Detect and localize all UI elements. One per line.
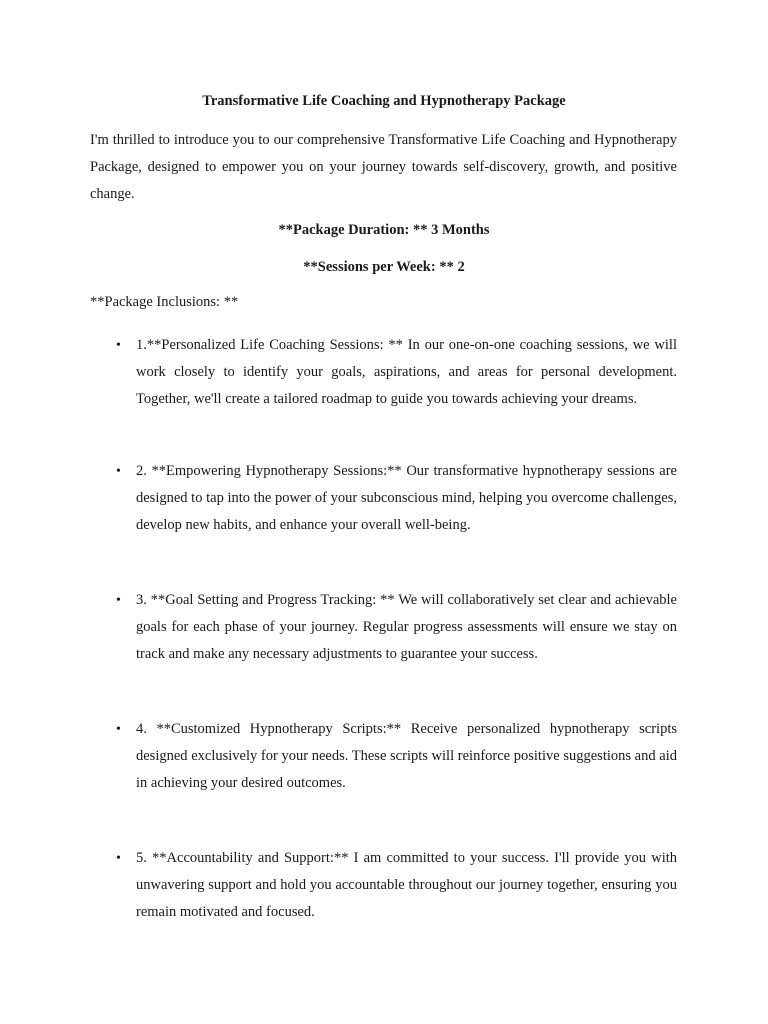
bullet-icon: •: [116, 851, 121, 866]
bullet-icon: •: [116, 464, 121, 479]
list-item-text: 5. **Accountability and Support:** I am committed to your success. I'll provide you with unwavering support and hold you accountable throughout our journey together, ensuring you remain motivated and focused.: [136, 850, 677, 920]
bullet-icon: •: [116, 593, 121, 608]
bullet-icon: •: [116, 722, 121, 737]
intro-paragraph: I'm thrilled to introduce you to our comprehensive Transformative Life Coaching and Hypnotherapy Package, designed to empower you on your journey towards self-discovery, growth, and positive change.: [90, 132, 677, 202]
document-title: Transformative Life Coaching and Hypnotherapy Package: [202, 93, 566, 109]
bullet-icon: •: [116, 338, 121, 353]
list-item-text: 4. **Customized Hypnotherapy Scripts:** Receive personalized hypnotherapy scripts designed exclusively for your needs. These scripts will reinforce positive suggestions and aid in achieving your desired outcomes.: [136, 721, 677, 791]
sessions-per-week: **Sessions per Week: ** 2: [303, 259, 465, 275]
inclusions-heading: **Package Inclusions: **: [90, 294, 239, 310]
list-item-text: 3. **Goal Setting and Progress Tracking: ** We will collaboratively set clear and achievable goals for each phase of your journey. Regular progress assessments will ensure we stay on track and make any necessary adjustments to guarantee your success.: [136, 592, 677, 662]
package-duration: **Package Duration: ** 3 Months: [278, 222, 490, 238]
list-item-text: 2. **Empowering Hypnotherapy Sessions:** Our transformative hypnotherapy sessions are designed to tap into the power of your subconscious mind, helping you overcome challenges, develop new habits, and enhance your overall well-being.: [136, 463, 677, 533]
list-item-text: 1.**Personalized Life Coaching Sessions: ** In our one-on-one coaching sessions, we will work closely to identify your goals, aspirations, and areas for personal development. Together, we'll create a tailored roadmap to guide you towards achieving your dreams.: [136, 337, 677, 407]
